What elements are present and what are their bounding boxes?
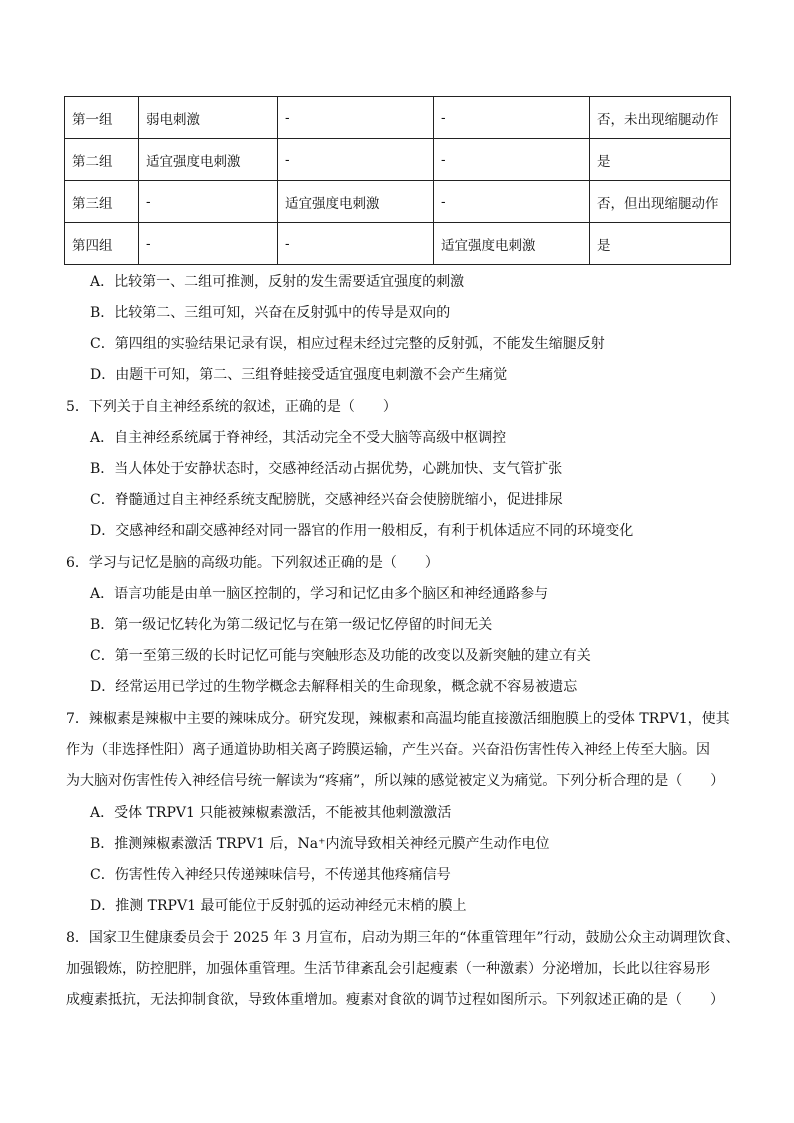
question-stem: 作为（非选择性阳）离子通道协助相关离子跨膜运输，产生兴奋。兴奋沿伤害性传入神经上传至大脑。因 (66, 742, 710, 758)
table-cell: 否，未出现缩腿动作 (590, 97, 731, 139)
question-stem: 加强锻炼，防控肥胖，加强体重管理。生活节律紊乱会引起瘦素（一种激素）分泌增加，长此以往容易形 (66, 961, 710, 977)
table-cell: - (434, 139, 590, 181)
table-cell: 是 (590, 139, 731, 181)
option-a: A．受体 TRPV1 只能被辣椒素激活，不能被其他刺激激活 (90, 805, 452, 821)
option-c: C．脊髓通过自主神经系统支配膀胱，交感神经兴奋会使膀胱缩小，促进排尿 (90, 492, 563, 508)
option-b: B．当人体处于安静状态时，交感神经活动占据优势，心跳加快、支气管扩张 (90, 461, 563, 477)
experiment-table (64, 96, 731, 265)
option-d: D．推测 TRPV1 最可能位于反射弧的运动神经元末梢的膜上 (90, 898, 467, 914)
option-a: A．语言功能是由单一脑区控制的，学习和记忆由多个脑区和神经通路参与 (90, 586, 549, 602)
table-cell: 弱电刺激 (139, 97, 278, 139)
table-cell: - (139, 223, 278, 265)
table-cell: - (139, 181, 278, 223)
table-row (65, 223, 731, 265)
table-cell: 适宜强度电刺激 (434, 223, 590, 265)
option-d: D．交感神经和副交感神经对同一器官的作用一般相反，有利于机体适应不同的环境变化 (90, 523, 634, 539)
option-c: C．第一至第三级的长时记忆可能与突触形态及功能的改变以及新突触的建立有关 (90, 648, 591, 664)
option-b: B．推测辣椒素激活 TRPV1 后，Na⁺内流导致相关神经元膜产生动作电位 (90, 836, 550, 852)
question-stem: 5．下列关于自主神经系统的叙述，正确的是（ ） (66, 399, 397, 415)
table-cell: - (278, 223, 434, 265)
question-stem: 为大脑对伤害性传入神经信号统一解读为“疼痛”，所以辣的感觉被定义为痛觉。下列分析合理的是（ ） (66, 773, 725, 789)
question-stem: 6．学习与记忆是脑的高级功能。下列叙述正确的是（ ） (66, 555, 439, 571)
table-cell: 适宜强度电刺激 (139, 139, 278, 181)
table-cell: - (434, 181, 590, 223)
table-row (65, 97, 731, 139)
table-cell: 第三组 (65, 181, 139, 223)
table-cell: 是 (590, 223, 731, 265)
option-b: B．第一级记忆转化为第二级记忆与在第一级记忆停留的时间无关 (90, 617, 493, 633)
option-d: D．经常运用已学过的生物学概念去解释相关的生命现象，概念就不容易被遗忘 (90, 679, 578, 695)
option-a: A．比较第一、二组可推测，反射的发生需要适宜强度的刺激 (90, 274, 465, 290)
table-cell: - (434, 97, 590, 139)
option-c: C．伤害性传入神经只传递辣味信号，不传递其他疼痛信号 (90, 867, 451, 883)
table-row (65, 139, 731, 181)
option-b: B．比较第二、三组可知，兴奋在反射弧中的传导是双向的 (90, 305, 451, 321)
table-cell: 第一组 (65, 97, 139, 139)
table-cell: 否，但出现缩腿动作 (590, 181, 731, 223)
option-a: A．自主神经系统属于脊神经，其活动完全不受大脑等高级中枢调控 (90, 430, 507, 446)
option-c: C．第四组的实验结果记录有误，相应过程未经过完整的反射弧，不能发生缩腿反射 (90, 336, 605, 352)
question-stem: 7．辣椒素是辣椒中主要的辣味成分。研究发现，辣椒素和高温均能直接激活细胞膜上的受体 TRPV1，使其 (66, 711, 730, 727)
option-d: D．由题干可知，第二、三组脊蛙接受适宜强度电刺激不会产生痛觉 (90, 367, 508, 383)
table-cell: - (278, 139, 434, 181)
question-stem: 8．国家卫生健康委员会于 2025 年 3 月宣布，启动为期三年的“体重管理年”行动，鼓励公众主动调理饮食、 (66, 930, 740, 946)
table-cell: - (278, 97, 434, 139)
table-cell: 适宜强度电刺激 (278, 181, 434, 223)
table-cell: 第二组 (65, 139, 139, 181)
question-stem: 成瘦素抵抗，无法抑制食欲，导致体重增加。瘦素对食欲的调节过程如图所示。下列叙述正确的是（ ） (66, 992, 724, 1008)
table-cell: 第四组 (65, 223, 139, 265)
table-row (65, 181, 731, 223)
